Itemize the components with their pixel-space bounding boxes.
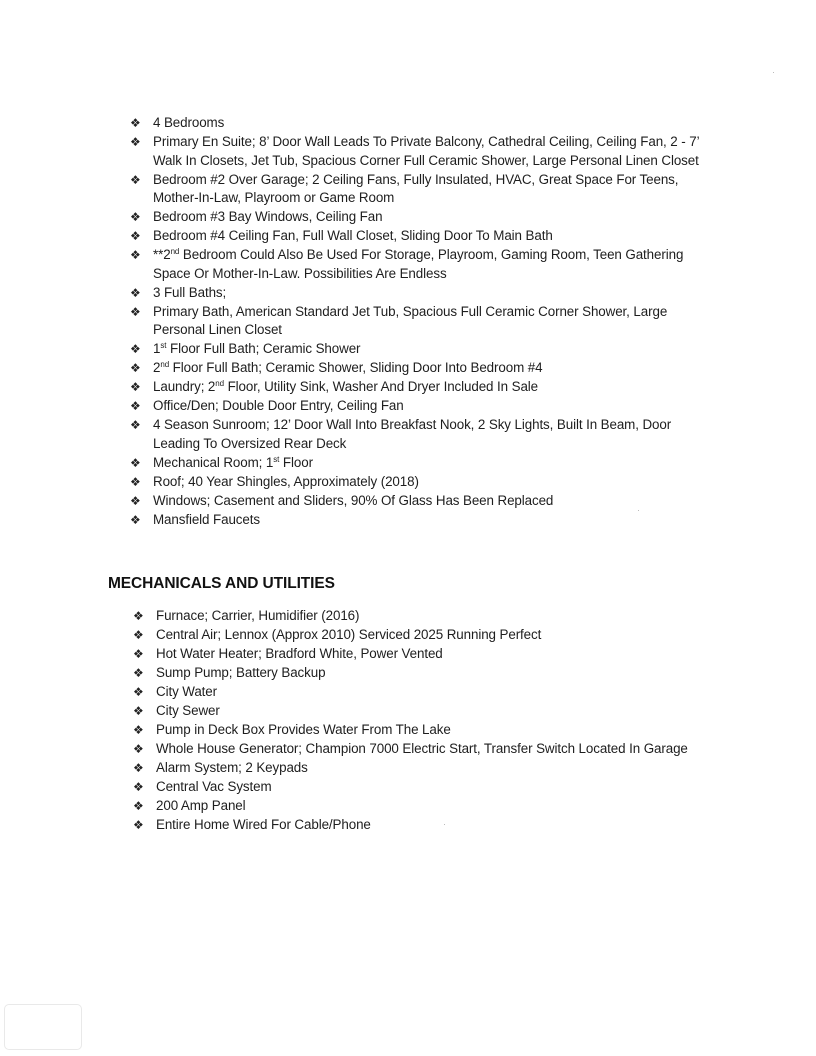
list-item-text: Central Air; Lennox (Approx 2010) Serviced 2025 Running Perfect bbox=[156, 626, 542, 642]
diamond-bullet-icon: ❖ bbox=[133, 779, 144, 794]
list-item bbox=[133, 778, 693, 797]
list-item bbox=[133, 721, 693, 740]
list-item-text: Pump in Deck Box Provides Water From The Lake bbox=[156, 721, 451, 737]
list-item bbox=[130, 246, 710, 283]
list-item bbox=[133, 740, 693, 759]
list-item bbox=[133, 664, 693, 683]
list-item bbox=[130, 511, 710, 530]
ordinal-superscript: nd bbox=[170, 247, 180, 257]
diamond-bullet-icon: ❖ bbox=[133, 646, 144, 661]
watermark-logo bbox=[4, 1004, 82, 1050]
diamond-bullet-icon: ❖ bbox=[130, 361, 141, 376]
list-item-text-part: **2 bbox=[153, 247, 171, 263]
list-item-text-part: Laundry; 2 bbox=[153, 379, 216, 395]
diamond-bullet-icon: ❖ bbox=[130, 172, 141, 187]
diamond-bullet-icon: ❖ bbox=[130, 474, 141, 489]
list-item-text-part: Floor Full Bath; Ceramic Shower, Sliding Door Into Bedroom #4 bbox=[169, 360, 543, 376]
list-item-text: Office/Den; Double Door Entry, Ceiling Fan bbox=[153, 398, 404, 414]
list-item-text: 3 Full Baths; bbox=[153, 284, 227, 300]
list-item bbox=[133, 626, 693, 645]
list-item bbox=[133, 683, 693, 702]
list-item bbox=[130, 227, 710, 246]
list-item bbox=[130, 378, 710, 397]
list-item-text: Furnace; Carrier, Humidifier (2016) bbox=[156, 608, 360, 623]
diamond-bullet-icon: ❖ bbox=[133, 760, 144, 775]
list-item bbox=[130, 114, 710, 133]
list-item-text-part: Floor bbox=[279, 454, 313, 470]
diamond-bullet-icon: ❖ bbox=[133, 609, 144, 623]
diamond-bullet-icon: ❖ bbox=[130, 248, 141, 263]
scan-speck bbox=[773, 72, 774, 73]
diamond-bullet-icon: ❖ bbox=[130, 342, 141, 357]
diamond-bullet-icon: ❖ bbox=[130, 229, 141, 244]
scan-speck bbox=[638, 510, 639, 511]
diamond-bullet-icon: ❖ bbox=[133, 703, 144, 718]
diamond-bullet-icon: ❖ bbox=[130, 210, 141, 225]
mechanicals-list bbox=[133, 607, 693, 835]
list-item-text: Primary Bath, American Standard Jet Tub, Spacious Full Ceramic Corner Shower, Large Personal Linen Closet bbox=[153, 303, 668, 338]
list-item-text: City Sewer bbox=[156, 702, 220, 718]
list-item-text-part: Floor Full Bath; Ceramic Shower bbox=[166, 341, 361, 357]
list-item-text: Central Vac System bbox=[156, 778, 272, 794]
section-heading: MECHANICALS AND UTILITIES bbox=[108, 575, 335, 592]
list-item bbox=[130, 340, 710, 359]
list-item bbox=[133, 797, 693, 816]
diamond-bullet-icon: ❖ bbox=[133, 722, 144, 737]
scan-speck bbox=[444, 824, 445, 825]
list-item-text: Whole House Generator; Champion 7000 Electric Start, Transfer Switch Located In Garage bbox=[156, 740, 688, 756]
list-item bbox=[130, 416, 710, 453]
diamond-bullet-icon: ❖ bbox=[133, 684, 144, 699]
ordinal-superscript: nd bbox=[160, 360, 170, 370]
list-item-text: 4 Bedrooms bbox=[153, 115, 225, 130]
ordinal-superscript: st bbox=[160, 341, 167, 351]
list-item-text: Primary En Suite; 8’ Door Wall Leads To Private Balcony, Cathedral Ceiling, Ceiling Fan, 2 - 7’ Walk In Closets, Jet Tub, Spacious Corner Full Ceramic Shower, Large Personal Linen Closet bbox=[153, 133, 699, 168]
list-item bbox=[133, 645, 693, 664]
diamond-bullet-icon: ❖ bbox=[130, 116, 141, 130]
list-item-text: 200 Amp Panel bbox=[156, 797, 246, 813]
list-item-text: Roof; 40 Year Shingles, Approximately (2018) bbox=[153, 473, 419, 489]
list-item-text: Bedroom #2 Over Garage; 2 Ceiling Fans, Fully Insulated, HVAC, Great Space For Teens, Mother-In-Law, Playroom or Game Room bbox=[153, 171, 679, 206]
diamond-bullet-icon: ❖ bbox=[130, 380, 141, 395]
diamond-bullet-icon: ❖ bbox=[130, 399, 141, 414]
list-item bbox=[133, 607, 693, 626]
list-item bbox=[133, 816, 693, 835]
feature-list bbox=[130, 114, 710, 530]
list-item bbox=[130, 208, 710, 227]
diamond-bullet-icon: ❖ bbox=[130, 512, 141, 527]
diamond-bullet-icon: ❖ bbox=[133, 798, 144, 813]
list-item-text bbox=[153, 360, 542, 375]
list-item-text: Alarm System; 2 Keypads bbox=[156, 759, 308, 775]
list-item bbox=[130, 303, 710, 340]
list-item-text bbox=[153, 379, 538, 394]
diamond-bullet-icon: ❖ bbox=[133, 741, 144, 756]
list-item-text: Bedroom #3 Bay Windows, Ceiling Fan bbox=[153, 209, 383, 225]
list-item-text bbox=[153, 455, 313, 470]
list-item-text: Entire Home Wired For Cable/Phone bbox=[156, 816, 371, 832]
ordinal-superscript: nd bbox=[215, 379, 224, 389]
diamond-bullet-icon: ❖ bbox=[133, 817, 144, 832]
list-item bbox=[130, 397, 710, 416]
list-item-text bbox=[153, 341, 360, 356]
list-item bbox=[130, 492, 710, 511]
list-item-text bbox=[153, 247, 683, 281]
list-item-text-part: 2 bbox=[153, 360, 161, 376]
list-item-text: Sump Pump; Battery Backup bbox=[156, 664, 326, 680]
diamond-bullet-icon: ❖ bbox=[130, 304, 141, 319]
diamond-bullet-icon: ❖ bbox=[130, 418, 141, 433]
diamond-bullet-icon: ❖ bbox=[130, 493, 141, 508]
list-item bbox=[130, 473, 710, 492]
diamond-bullet-icon: ❖ bbox=[133, 627, 144, 642]
diamond-bullet-icon: ❖ bbox=[130, 285, 141, 300]
list-item-text-part: Mechanical Room; 1 bbox=[153, 454, 274, 470]
diamond-bullet-icon: ❖ bbox=[133, 665, 144, 680]
list-item-text: 4 Season Sunroom; 12’ Door Wall Into Breakfast Nook, 2 Sky Lights, Built In Beam, Door Leading To Oversized Rear Deck bbox=[153, 417, 672, 451]
list-item bbox=[130, 133, 710, 170]
list-item-text-part: Floor, Utility Sink, Washer And Dryer Included In Sale bbox=[223, 379, 539, 395]
list-item bbox=[133, 702, 693, 721]
list-item bbox=[133, 759, 693, 778]
list-item-text-part: 1 bbox=[153, 341, 161, 357]
list-item bbox=[130, 454, 710, 473]
diamond-bullet-icon: ❖ bbox=[130, 455, 141, 470]
ordinal-superscript: st bbox=[273, 454, 280, 464]
list-item-text: Bedroom #4 Ceiling Fan, Full Wall Closet, Sliding Door To Main Bath bbox=[153, 228, 553, 244]
diamond-bullet-icon: ❖ bbox=[130, 134, 141, 149]
list-item bbox=[130, 171, 710, 208]
list-item bbox=[130, 284, 710, 303]
list-item-text: Mansfield Faucets bbox=[153, 511, 260, 527]
list-item-text: Windows; Casement and Sliders, 90% Of Glass Has Been Replaced bbox=[153, 492, 554, 508]
list-item-text: City Water bbox=[156, 683, 217, 699]
list-item bbox=[130, 359, 710, 378]
list-item-text-part: Bedroom Could Also Be Used For Storage, Playroom, Gaming Room, Teen Gathering Space Or Mother-In-Law. Possibilities Are Endless bbox=[153, 247, 684, 281]
list-item-text: Hot Water Heater; Bradford White, Power Vented bbox=[156, 645, 443, 661]
